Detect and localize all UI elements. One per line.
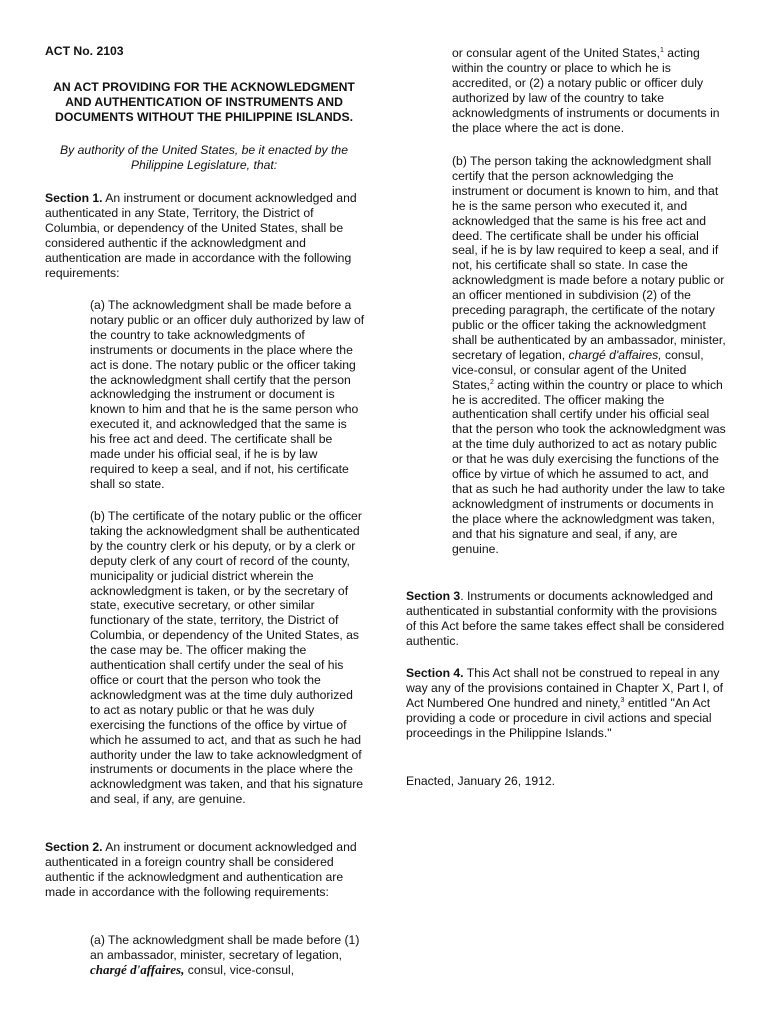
section-1-para-a: (a) The acknowledgment shall be made before a notary public or an officer duly authorized by law of the country to take acknowledgments of instruments or documents in the place where the act is done. The notary public or the officer taking the acknowledgment shall certify that the person acknowledging the instrument or document is known to him and that he is the same person who executed it, and acknowledged that the same is his free act and deed. The certificate shall be made under his official seal, if he is by law required to keep a seal, and if not, his certificate shall so state.	[90, 298, 365, 491]
section-1-intro	[45, 191, 363, 280]
section-3	[406, 589, 726, 649]
section-2-para-b-text-1: (b) The person taking the acknowledgment shall certify that the person acknowledging the instrument or document is known to him, and that he is the same person who executed it, and acknowledged that the same is his free act and deed. The certificate shall be under his official seal, if he is by law required to keep a seal, and if not, his certificate shall so state. In case the acknowledgment is made before a notary public or an officer mentioned in subdivision (2) of the preceding paragraph, the certificate of the notary public or the officer taking the acknowledgment shall be authenticated by an ambassador, minister, secretary of legation,	[452, 154, 726, 362]
section-4-text-1: This Act shall not be construed to repeal in any way any of the provisions contained in Chapter X, Part I, of Act Numbered One hundred and ninety,	[406, 666, 724, 710]
enacting-clause: By authority of the United States, be it enacted by the Philippine Legislature, that:	[60, 143, 348, 172]
section-2-para-b-text-2: consul, vice-consul, or consular agent of the United States,	[452, 347, 704, 392]
section-2-intro	[45, 840, 363, 900]
enacted-date: Enacted, January 26, 1912.	[406, 774, 556, 788]
section-2-para-a-text-1: (a) The acknowledgment shall be made before (1) an ambassador, minister, secretary of legation,	[90, 933, 360, 962]
section-2-para-a-cont-text-1: or consular agent of the United States,	[452, 46, 660, 60]
footnote-3-marker: 3	[620, 696, 625, 704]
section-4-text-2: entitled "An Act providing a code or procedure in civil actions and special proceedings in the Philippine Islands."	[406, 695, 712, 740]
section-2-para-a-cont-text-2: acting within the country or place to which he is accredited, or (2) a notary public or officer duly authorized by law of the country to take acknowledgments of instruments or documents in the place where the act is done.	[452, 46, 720, 135]
section-4-heading: Section 4.	[406, 666, 464, 680]
section-3-heading: Section 3	[406, 589, 461, 603]
section-3-text: . Instruments or documents acknowledged and authenticated in substantial conformity with the provisions of this Act before the same takes effect shall be considered authentic.	[406, 589, 725, 648]
section-1-intro-text: An instrument or document acknowledged and authenticated in any State, Territory, the District of Columbia, or dependency of the United States, shall be considered authentic if the acknowledgment and authentication are made in accordance with the following requirements:	[45, 191, 357, 280]
section-2-para-a-continued	[452, 46, 726, 135]
act-number: ACT No. 2103	[45, 44, 124, 58]
section-1-para-b: (b) The certificate of the notary public or the officer taking the acknowledgment shall be authenticated by the country clerk or his deputy, or by a clerk or deputy clerk of any court of record of the county, municipality or judicial district wherein the acknowledgment is taken, or by the secretary of state, executive secretary, or other similar functionary of the state, territory, the District of Columbia, or dependency of the United States, as the case may be. The officer making the authentication shall certify under the seal of his office or court that the person who took the acknowledgment was at the time duly authorized to act as notary public or that he was duly exercising the functions of the office by virtue of which he assumed to act, and that as such he had authority under the law to take acknowledgment of instruments or documents in the place where the acknowledgment was taken, and that his signature and seal, if any, are genuine.	[90, 509, 364, 807]
charge-daffaires-term: chargé d'affaires,	[90, 961, 185, 977]
act-title: AN ACT PROVIDING FOR THE ACKNOWLEDGMENT AND AUTHENTICATION OF INSTRUMENTS AND DOCUMENTS WITHOUT THE PHILIPPINE ISLANDS.	[53, 80, 355, 124]
section-1-heading: Section 1.	[45, 191, 103, 205]
footnote-1-marker: 1	[660, 47, 664, 54]
section-2-intro-text: An instrument or document acknowledged and authenticated in a foreign country shall be considered authentic if the acknowledgment and authentication are made in accordance with the following requirements:	[45, 840, 357, 899]
section-2-para-a-text-2: consul, vice-consul,	[187, 962, 295, 977]
section-2-para-b-text-3: acting within the country or place to which he is accredited. The officer making the authentication shall certify under his official seal that the person who took the acknowledgment was at the time duly authorized to act as notary public or that he was duly exercising the functions of the office by virtue of which he assumed to act, and that as such he had authority under the law to take acknowledgment of instruments or documents in the place where the acknowledgment was taken, and that his signature and seal, if any, are genuine.	[452, 377, 726, 556]
section-2-para-b	[452, 154, 726, 556]
charge-daffaires-term-2: chargé d'affaires,	[568, 347, 662, 362]
section-4	[406, 666, 726, 741]
section-2-para-a	[90, 933, 365, 978]
footnote-2-marker: 2	[489, 378, 494, 386]
section-2-heading: Section 2.	[45, 840, 103, 854]
